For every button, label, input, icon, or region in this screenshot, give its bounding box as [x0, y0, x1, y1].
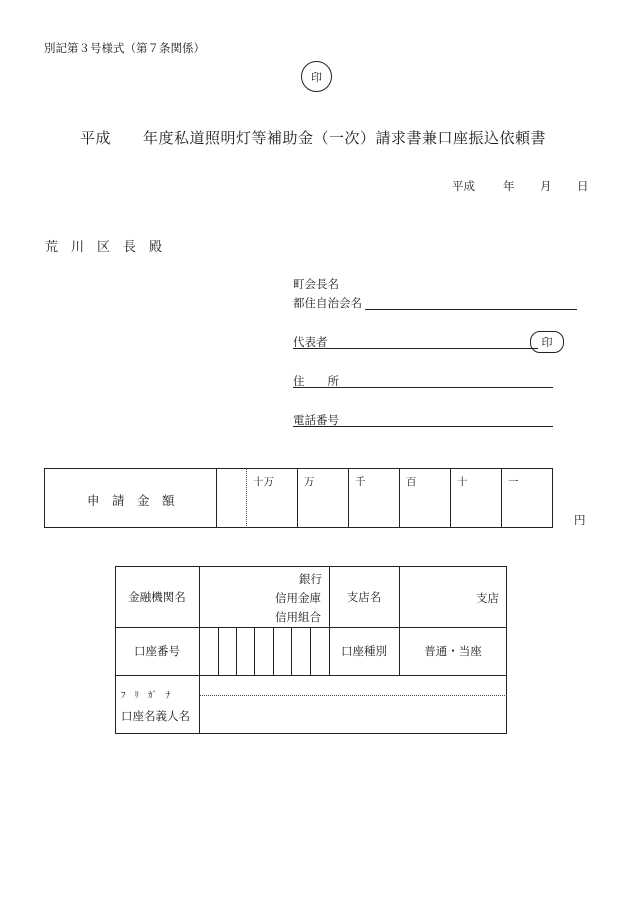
- addressee: 荒 川 区 長 殿: [45, 240, 163, 255]
- top-seal-stamp: [301, 61, 332, 92]
- digit-label-ten: 十: [457, 476, 468, 488]
- date-day: 日: [577, 179, 589, 193]
- representative-seal-stamp: [530, 331, 564, 353]
- phone-field[interactable]: [293, 426, 553, 427]
- amount-label: 申 請 金 額: [87, 493, 175, 508]
- address-field[interactable]: [293, 387, 553, 388]
- amount-digit-divider: [297, 468, 298, 528]
- date-month: 月: [540, 179, 552, 193]
- town-chief-label: 町会長名: [293, 277, 339, 291]
- title-era: 平成: [80, 129, 112, 147]
- digit-label-hundred-thousand: 十万: [253, 476, 274, 488]
- furigana-divider: [199, 695, 507, 696]
- digit-label-one: 一: [508, 476, 519, 488]
- account-type-label: 口座種別: [341, 644, 387, 658]
- account-digit-divider: [236, 627, 237, 675]
- account-digit-divider: [291, 627, 292, 675]
- amount-digit-divider: [501, 468, 502, 528]
- account-digit-divider: [218, 627, 219, 675]
- bank-type-bank: 銀行: [299, 572, 322, 586]
- account-digit-divider: [254, 627, 255, 675]
- association-label: 都住自治会名: [293, 296, 362, 310]
- account-digit-divider: [310, 627, 311, 675]
- page-title: 年度私道照明灯等補助金（一次）請求書兼口座振込依頼書: [143, 129, 547, 147]
- amount-digit-divider: [450, 468, 451, 528]
- branch-suffix: 支店: [476, 591, 499, 605]
- representative-seal-label: 印: [541, 336, 553, 349]
- form-number: 別記第３号様式（第７条関係）: [44, 41, 205, 55]
- bank-type-credit-union: 信用組合: [275, 610, 321, 624]
- amount-divider: [216, 468, 217, 528]
- account-type-value: 普通・当座: [424, 644, 482, 658]
- representative-name-field[interactable]: [293, 348, 538, 349]
- account-number-label: 口座番号: [134, 644, 180, 658]
- bank-type-shinkin: 信用金庫: [275, 591, 321, 605]
- address-label: 住 所: [293, 374, 339, 388]
- amount-extra-divider: [246, 468, 247, 528]
- institution-label: 金融機関名: [128, 589, 186, 604]
- account-digit-divider: [273, 627, 274, 675]
- date-era: 平成: [452, 179, 475, 193]
- amount-unit: 円: [574, 513, 586, 527]
- digit-label-ten-thousand: 万: [304, 476, 315, 488]
- amount-digit-divider: [399, 468, 400, 528]
- phone-label: 電話番号: [293, 413, 339, 427]
- digit-label-thousand: 千: [355, 476, 366, 488]
- association-name-field[interactable]: [365, 309, 577, 310]
- representative-label: 代表者: [293, 335, 328, 349]
- bank-col-divider: [199, 566, 200, 734]
- account-holder-label: 口座名義人名: [121, 709, 190, 723]
- bank-row-divider: [115, 675, 507, 676]
- digit-label-hundred: 百: [406, 476, 417, 488]
- date-year: 年: [503, 179, 515, 193]
- amount-digit-divider: [348, 468, 349, 528]
- branch-name-label: 支店名: [346, 589, 382, 604]
- top-seal-label: 印: [311, 70, 322, 84]
- furigana-label: ﾌ ﾘ ｶﾞ ﾅ: [121, 691, 171, 701]
